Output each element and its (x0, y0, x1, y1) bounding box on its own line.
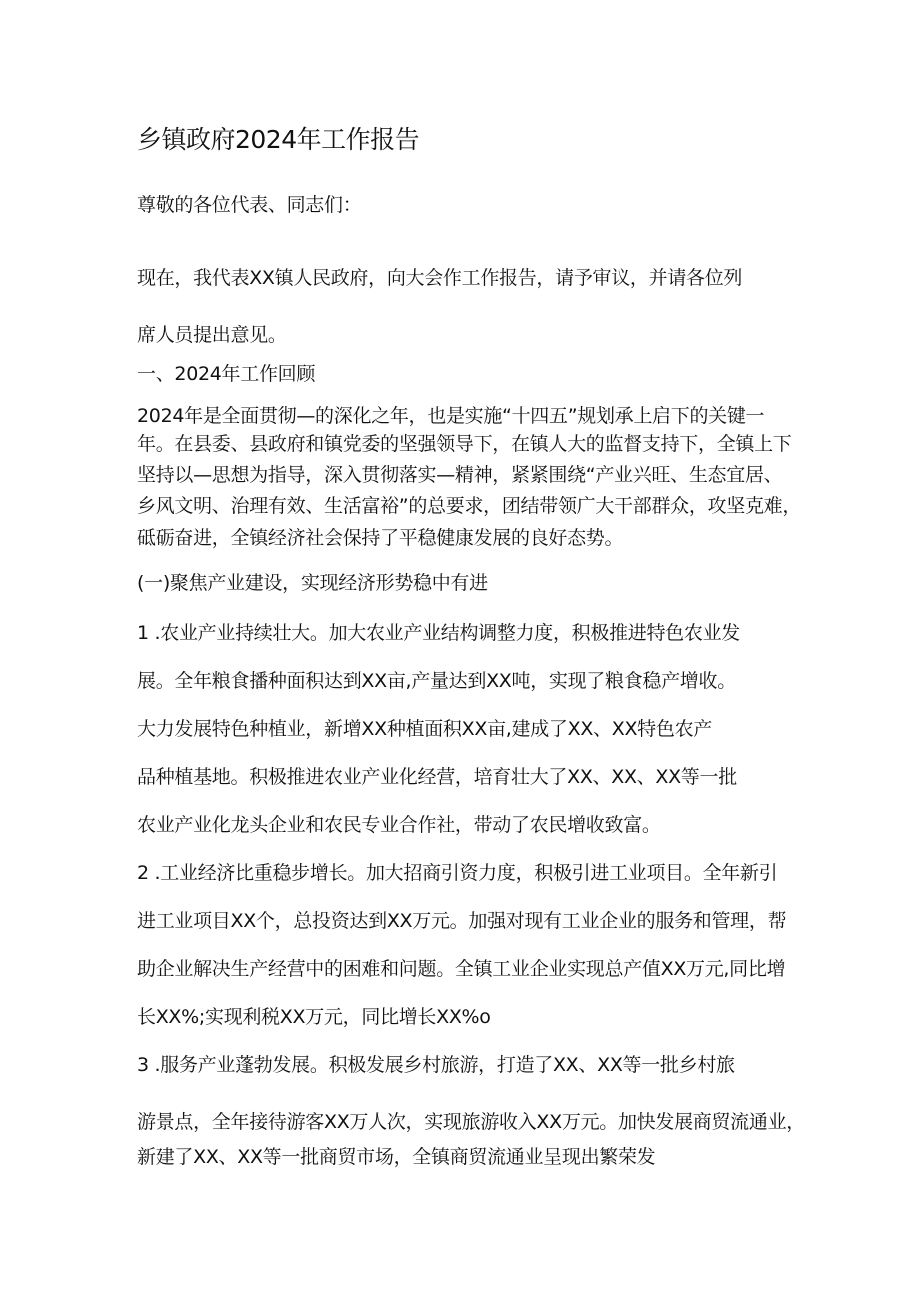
overview-line: 坚持以—思想为指导，深入贯彻落实—精神，紧紧围绕“产业兴旺、生态宜居、 (137, 464, 783, 486)
item1-line: 1 .农业产业持续壮大。加大农业产业结构调整力度，积极推进特色农业发 (137, 622, 740, 644)
document-title: 乡镇政府2024年工作报告 (137, 125, 420, 154)
section-heading: 一、2024年工作回顾 (137, 363, 316, 385)
overview-line: 2024年是全面贯彻—的深化之年，也是实施“十四五”规划承上启下的关键一 (137, 405, 765, 427)
item1-line: 展。全年粮食播种面积达到XX亩,产量达到XX吨，实现了粮食稳产增收。 (137, 670, 736, 692)
item1-line: 品种植基地。积极推进农业产业化经营，培育壮大了XX、XX、XX等一批 (137, 766, 737, 788)
item2-line: 2 .工业经济比重稳步增长。加大招商引资力度，积极引进工业项目。全年新引 (137, 862, 778, 884)
item1-line: 农业产业化龙头企业和农民专业合作社，带动了农民增收致富。 (137, 814, 661, 836)
item3-line: 游景点，全年接待游客XX万人次，实现旅游收入XX万元。加快发展商贸流通业， (137, 1111, 805, 1133)
overview-line: 乡风文明、治理有效、生活富裕”的总要求，团结带领广大干部群众，攻坚克难， (137, 495, 802, 517)
salutation: 尊敬的各位代表、同志们： (137, 194, 362, 216)
item2-line: 助企业解决生产经营中的困难和问题。全镇工业企业实现总产值XX万元,同比增 (137, 958, 786, 980)
overview-line: 砥砺奋进，全镇经济社会保持了平稳健康发展的良好态势。 (137, 527, 624, 549)
subsection-heading: (一)聚焦产业建设，实现经济形势稳中有进 (137, 572, 488, 594)
item3-line: 3 .服务产业蓬勃发展。积极发展乡村旅游，打造了XX、XX等一批乡村旅 (137, 1054, 735, 1076)
item2-line: 进工业项目XX个，总投资达到XX万元。加强对现有工业企业的服务和管理，帮 (137, 910, 787, 932)
overview-line: 年。在县委、县政府和镇党委的坚强领导下，在镇人大的监督支持下，全镇上下 (137, 433, 792, 455)
intro-line: 现在，我代表XX镇人民政府，向大会作工作报告，请予审议，并请各位列 (137, 267, 743, 289)
item2-line: 长XX%;实现利税XX万元，同比增长XX%o (137, 1006, 491, 1028)
item3-line: 新建了XX、XX等一批商贸市场，全镇商贸流通业呈现出繁荣发 (137, 1146, 656, 1168)
intro-line: 席人员提出意见。 (137, 324, 287, 346)
item1-line: 大力发展特色种植业，新增XX种植面积XX亩,建成了XX、XX特色农产 (137, 718, 712, 740)
